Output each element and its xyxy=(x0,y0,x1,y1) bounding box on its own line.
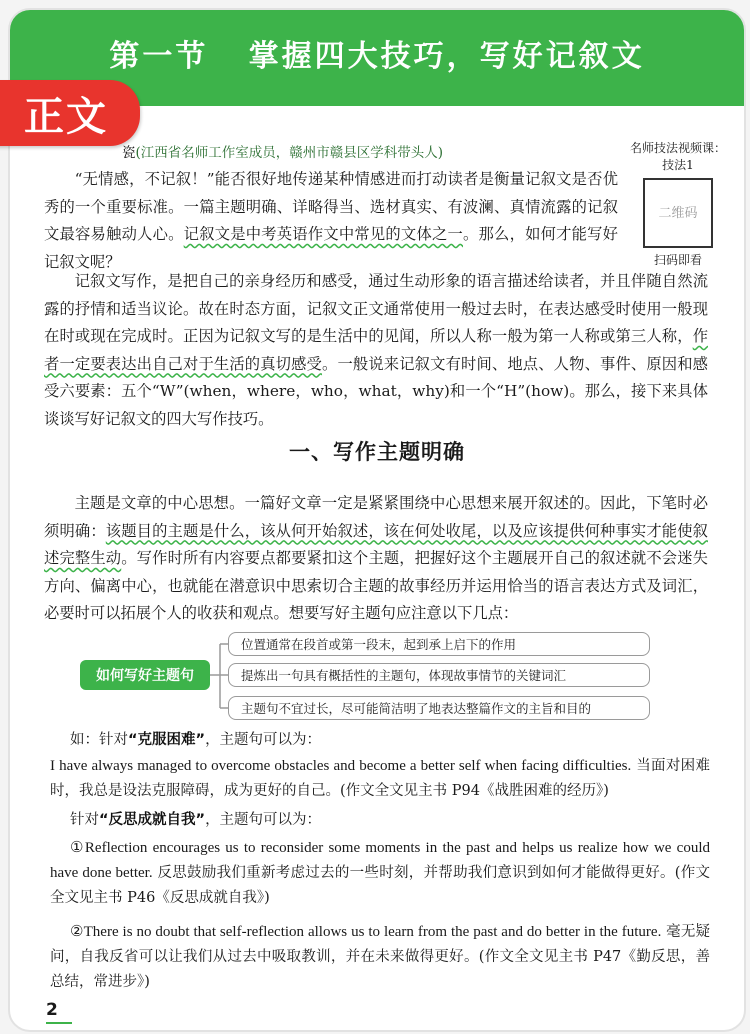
example-2-intro xyxy=(70,808,710,833)
intro-text: “无情感，不记叙！”能否很好地传递某种情感进而打动读者是衡量记叙文是否优秀的一个重要标准。一篇主题明确、详略得当、选材真实、有波澜、真情流露的记叙文最容易触动人心。 xyxy=(44,170,618,243)
qr-caption-bottom: 扫码即看 xyxy=(653,253,702,267)
example-topic: “克服困难” xyxy=(128,732,206,748)
mindmap-item: 提炼出一句具有概括性的主题句，体现故事情节的关键词汇 xyxy=(228,663,650,687)
page-number: 2 xyxy=(46,1000,58,1020)
intro-text-end: 。一般说来记叙文有时间、地点、人物、事件、原因和感受六要素：五个“W”(when，where，who，what，why)和一个“H”(how)。那么，接下来具体谈谈写好记叙文的四大写作技巧。 xyxy=(44,354,708,428)
mindmap-item: 位置通常在段首或第一段末，起到承上启下的作用 xyxy=(228,632,650,656)
example-topic: “反思成就自我” xyxy=(99,812,206,828)
section-heading: 第一节 掌握四大技巧，写好记叙文 xyxy=(109,39,645,74)
qr-caption-top: 名师技法视频课：技法1 xyxy=(629,141,726,172)
intro-paragraph-1 xyxy=(44,166,618,276)
example-1-sentence xyxy=(50,754,710,804)
qr-code-icon[interactable] xyxy=(643,178,713,248)
author-credentials: (江西省名师工作室成员，赣州市赣县区学科带头人) xyxy=(135,145,444,161)
section-text: 主题是文章的中心思想。一篇好文章一定是紧紧围绕中心思想来展开叙述的。因此，下笔时必须明确： xyxy=(44,494,708,540)
example-2b-sentence xyxy=(50,920,710,995)
section-text-end: 。写作时所有内容要点都要紧扣这个主题，把握好这个主题展开自己的叙述就不会迷失方向、偏离中心，也就能在潜意识中思索切合主题的故事经历并运用恰当的语言表达方式及词汇，必要时可以拓展个人的收获和观点。想要写好主题句应注意以下几点： xyxy=(44,549,708,622)
example-text: ，主题句可以为： xyxy=(205,812,322,828)
highlighted-phrase: 记叙文是中考英语作文中常见的文体之一 xyxy=(183,225,464,243)
chinese-translation: 毫无疑问，自我反省可以让我们从过去中吸取教训，并在未来做得更好。(作文全文见主书 P47《勤反思，善总结，常进步》) xyxy=(50,924,711,990)
example-text: 如：针对 xyxy=(70,732,128,748)
intro-paragraph-2 xyxy=(44,268,708,433)
content-badge: 正文 xyxy=(0,80,140,146)
mindmap-root: 如何写好主题句 xyxy=(80,660,210,690)
example-text: ，主题句可以为： xyxy=(205,732,322,748)
chinese-translation: 当面对困难时，我总是设法克服障碍，成为更好的自己。(作文全文见主书 P94《战胜困难的经历》) xyxy=(50,758,711,799)
mindmap-item: 主题句不宜过长，尽可能简洁明了地表达整篇作文的主旨和目的 xyxy=(228,696,650,720)
example-2a-sentence xyxy=(50,836,710,911)
example-text: 针对 xyxy=(70,812,99,828)
chinese-translation: 反思鼓励我们重新考虑过去的一些时刻，并帮助我们意识到如何才能做得更好。(作文全文见主书 P46《反思成就自我》) xyxy=(50,865,711,906)
page-number-rule xyxy=(46,1022,72,1024)
author-line xyxy=(122,142,612,164)
qr-placeholder-label: 二维码 xyxy=(658,205,698,221)
section-paragraph xyxy=(44,490,708,628)
highlighted-phrase: 作者一定要表达出自己对于生活的真切感受 xyxy=(44,327,708,373)
intro-text: 记叙文写作，是把自己的亲身经历和感受，通过生动形象的语言描述给读者，并且伴随自然流露的抒情和适当议论。故在时态方面，记叙文正文通常使用一般过去时，在表达感受时使用一般现在时或现在完成时。正因为记叙文写的是生活中的见闻，所以人称一般为第一人称或第三人称， xyxy=(44,272,708,345)
english-sentence: I have always managed to overcome obstacles and become a better self when facing difficulties. xyxy=(50,758,632,774)
page xyxy=(8,8,746,1032)
english-sentence: ②There is no doubt that self-reflection allows us to learn from the past and do better in the future. xyxy=(70,924,662,940)
author-name: 瓷 xyxy=(122,145,136,161)
intro-text-end: 。那么，如何才能写好记叙文呢？ xyxy=(44,225,618,271)
subsection-title: 一、写作主题明确 xyxy=(289,440,465,464)
qr-code-panel[interactable] xyxy=(626,140,730,269)
example-1-intro xyxy=(70,728,710,753)
english-sentence: ①Reflection encourages us to reconsider some moments in the past and helps us realize how we could have done better. xyxy=(50,840,710,881)
highlighted-phrase: 该题目的主题是什么，该从何开始叙述，该在何处收尾，以及应该提供何种事实才能使叙述完整生动 xyxy=(44,521,708,567)
